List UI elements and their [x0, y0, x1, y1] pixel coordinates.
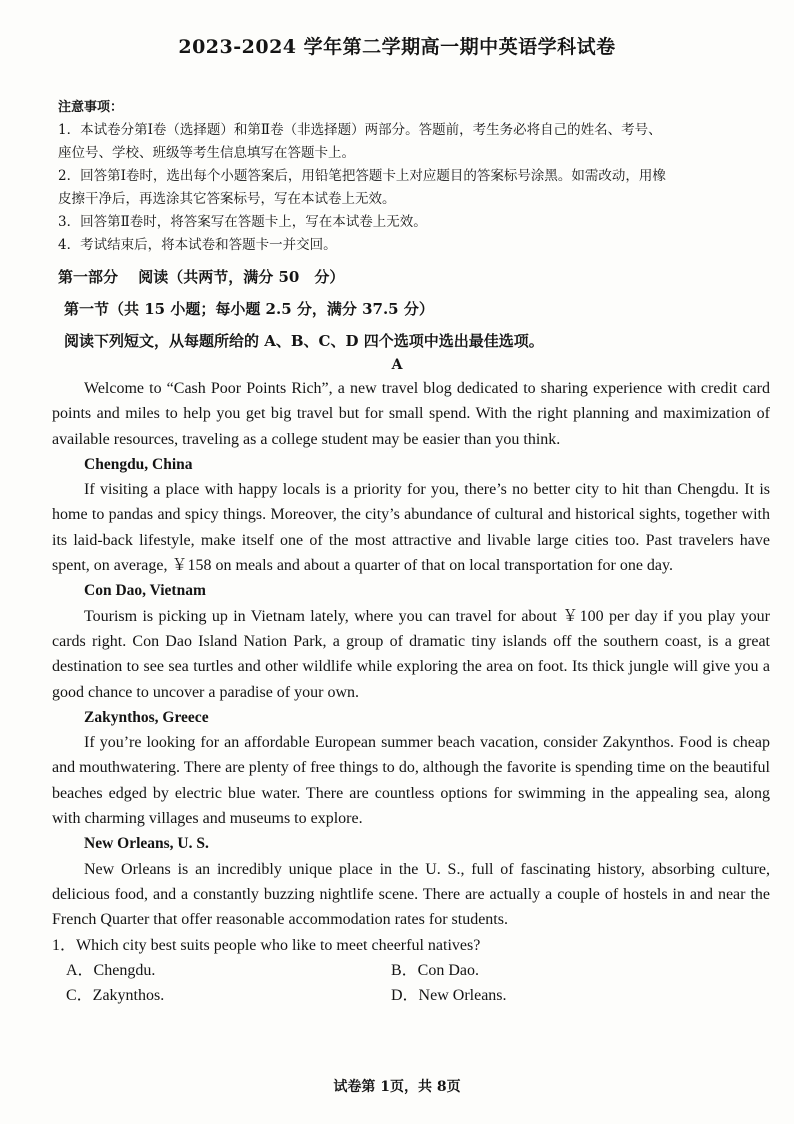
- city-paragraph: New Orleans is an incredibly unique place in the U. S., full of fascinating history, absorbing culture, delicious food, and a constantly buzzing nightlife scene. There are actually a couple of hostels in and near the French Quarter that offer reasonable accommodation rates for students.: [52, 860, 770, 929]
- notice-line: 1．本试卷分第Ⅰ卷（选择题）和第Ⅱ卷（非选择题）两部分。答题前，考生务必将自己的姓名、考号、: [58, 122, 662, 138]
- section-sub-heading: 第一节（共 15 小题；每小题 2.5 分，满分 37.5 分）: [64, 300, 434, 318]
- notice-line: 座位号、学校、班级等考生信息填写在答题卡上。: [58, 145, 355, 161]
- answer-options: [52, 958, 770, 1009]
- section-part-heading: 第一部分 阅读（共两节，满分 50 分）: [58, 268, 345, 286]
- option-c: C．Zakynthos.: [66, 987, 165, 1005]
- option-b: B．Con Dao.: [391, 961, 480, 979]
- exam-title: 2023-2024 学年第二学期高一期中英语学科试卷: [178, 36, 616, 58]
- passage-body: [52, 376, 770, 1008]
- reading-instruction: 阅读下列短文，从每题所给的 A、B、C、D 四个选项中选出最佳选项。: [64, 332, 544, 350]
- option-d: D．New Orleans.: [391, 987, 507, 1005]
- notice-block: [58, 96, 768, 257]
- question-stem: 1．Which city best suits people who like to meet cheerful natives?: [52, 936, 481, 954]
- passage-label: A: [391, 357, 403, 373]
- city-paragraph: If you’re looking for an affordable European summer beach vacation, consider Zakynthos. Food is cheap and mouthwatering. There are plenty of free things to do, although the favorite is spending time on the beautiful beaches edged by electric blue water. There are countless options for swimming in the appealing sea, along with charming villages and museums to explore.: [52, 734, 770, 828]
- notice-line: 4．考试结束后，将本试卷和答题卡一并交回。: [58, 237, 337, 253]
- city-paragraph: If visiting a place with happy locals is a priority for you, there’s no better city to hit than Chengdu. It is home to pandas and spicy things. Moreover, the city’s abundance of cultural and historical sights, together with its laid-back lifestyle, make itself one of the most attractive and livable large cities too. Past travelers have spent, on average, ￥158 on meals and about a quarter of that on local transportation for one day.: [52, 481, 770, 575]
- notice-heading: 注意事项：: [58, 100, 124, 115]
- notice-line: 皮擦干净后，再选涂其它答案标号，写在本试卷上无效。: [58, 191, 396, 207]
- option-a: A．Chengdu.: [66, 961, 156, 979]
- passage-intro: Welcome to “Cash Poor Points Rich”, a new travel blog dedicated to sharing experience with credit card points and miles to help you get big travel but for small spend. With the right planning and maximization of available resources, traveling as a college student may be easier than you think.: [52, 380, 770, 448]
- notice-line: 3．回答第Ⅱ卷时，将答案写在答题卡上，写在本试卷上无效。: [58, 214, 427, 230]
- city-heading: Chengdu, China: [84, 455, 193, 473]
- city-paragraph: Tourism is picking up in Vietnam lately, where you can travel for about ￥100 per day if you play your cards right. Con Dao Island Nation Park, a group of dramatic tiny islands off the southern coast, is a great destination to see sea turtles and other wildlife while exploring the area on foot. Its thick jungle will give you a good chance to uncover a paradise of your own.: [52, 607, 770, 701]
- page-footer: 试卷第 1页，共 8页: [333, 1079, 461, 1095]
- city-heading: Zakynthos, Greece: [84, 708, 209, 726]
- city-heading: New Orleans, U. S.: [84, 835, 209, 853]
- city-heading: Con Dao, Vietnam: [84, 582, 206, 600]
- notice-line: 2．回答第Ⅰ卷时，选出每个小题答案后，用铅笔把答题卡上对应题目的答案标号涂黑。如需改动，用橡: [58, 168, 666, 184]
